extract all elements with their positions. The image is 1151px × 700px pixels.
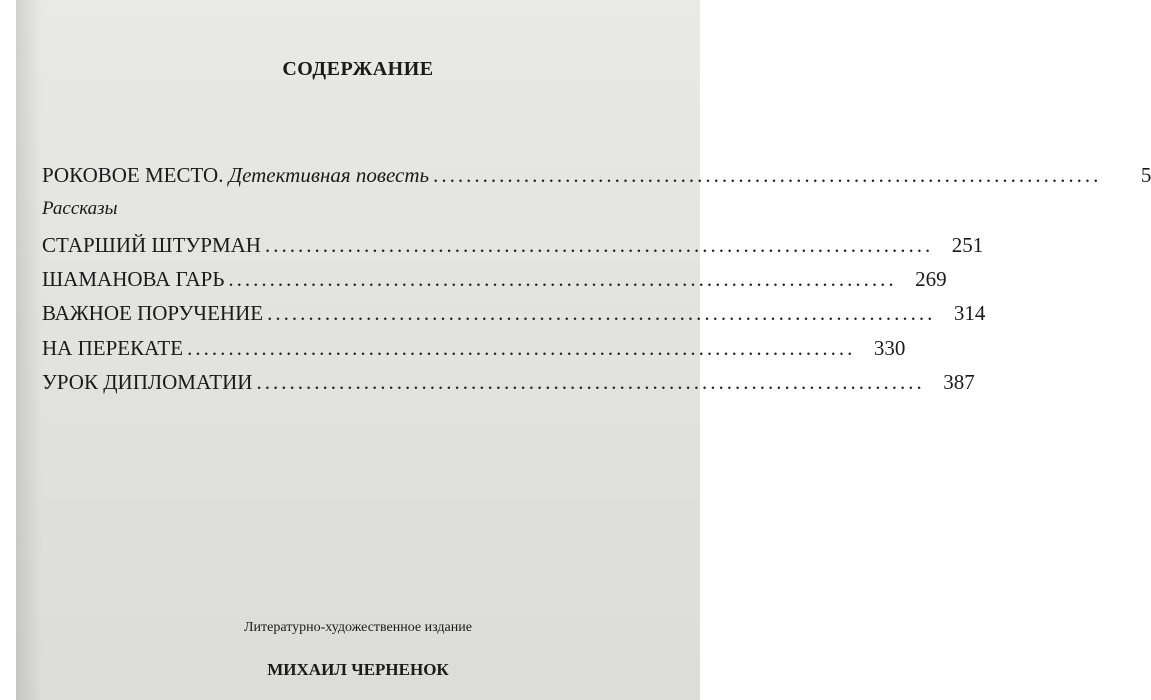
toc-page-number: 251 [951, 233, 984, 257]
toc-entry-title: ВАЖНОЕ ПОРУЧЕНИЕ [42, 301, 264, 325]
contents-heading: СОДЕРЖАНИЕ [282, 58, 434, 80]
toc-page-number: 314 [953, 301, 986, 325]
toc-page-number: 269 [915, 267, 947, 291]
dot-leader: ................................................................................. [256, 370, 925, 394]
toc-page-number: 5 [1140, 163, 1151, 187]
toc-entry-main [42, 163, 1151, 191]
toc-entry [42, 370, 975, 398]
toc-entry [42, 336, 906, 364]
main-entry-title: РОКОВОЕ МЕСТО. [42, 163, 224, 187]
main-entry-subtitle: Детективная повесть [228, 163, 430, 187]
toc-entry-title: ШАМАНОВА ГАРЬ [42, 267, 225, 291]
toc-entry-title: УРОК ДИПЛОМАТИИ [42, 370, 253, 394]
toc-entry-title: СТАРШИЙ ШТУРМАН [42, 233, 261, 257]
dot-leader: ................................................................................. [187, 336, 856, 360]
dot-leader: ................................................................................. [264, 233, 934, 257]
book-page [16, 0, 1151, 700]
dot-leader: ................................................................................. [228, 267, 897, 291]
section-label: Рассказы [42, 198, 118, 219]
dot-leader: ................................................................................. [433, 163, 1102, 187]
toc-entry-title: НА ПЕРЕКАТЕ [42, 336, 184, 360]
toc-entry [42, 301, 986, 329]
dot-leader: ................................................................................. [267, 301, 936, 325]
edition-note: Литературно-художественное издание [244, 620, 472, 635]
page-shadow [16, 0, 42, 700]
toc-entry [42, 267, 947, 295]
author-name: МИХАИЛ ЧЕРНЕНОК [267, 660, 449, 679]
toc-page-number: 387 [943, 370, 975, 394]
toc-page-number: 330 [873, 336, 906, 360]
toc-entry [42, 233, 984, 261]
background-edge [0, 0, 16, 700]
toc-entry-title [42, 163, 429, 188]
